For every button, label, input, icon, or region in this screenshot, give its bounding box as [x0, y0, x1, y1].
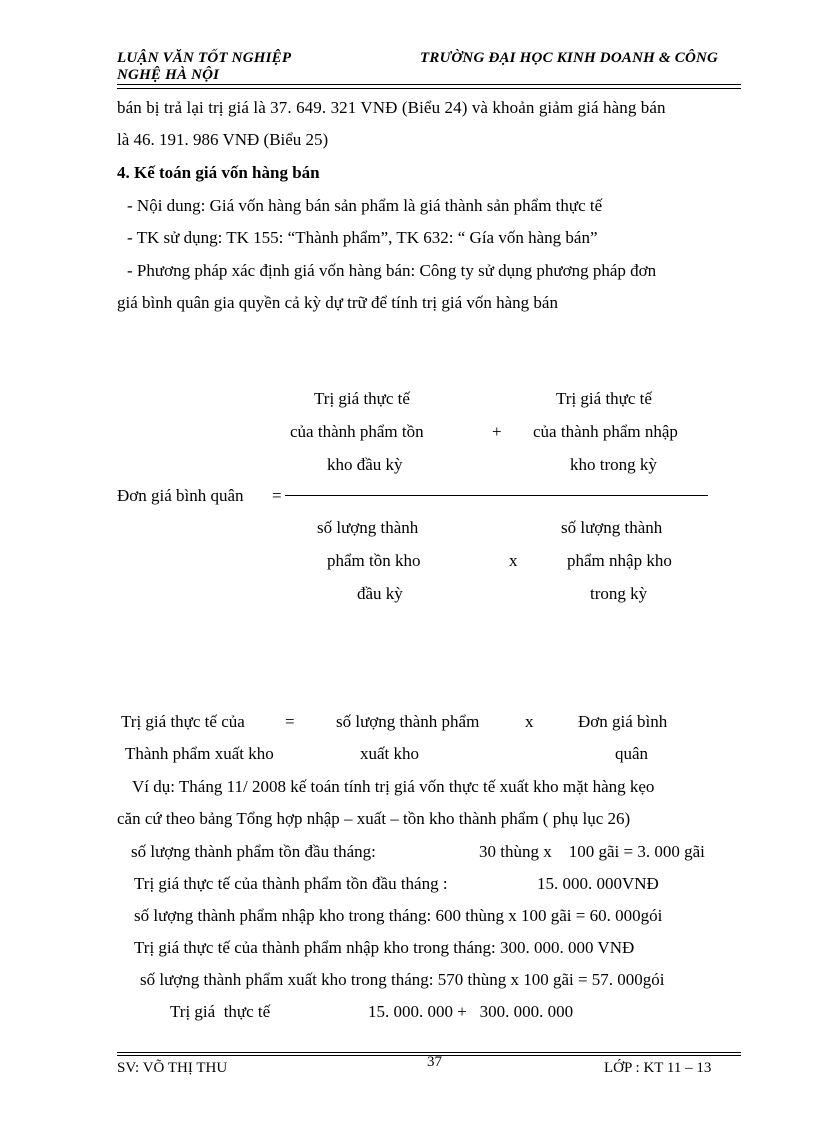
inbound-qty: số lượng thành phẩm nhập kho trong tháng: 600 thùng x 100 gãi = 60. 000gói [134, 906, 663, 925]
outbound-qty: số lượng thành phẩm xuất kho trong tháng: 570 thùng x 100 gãi = 57. 000gói [140, 970, 665, 989]
header-rule-top [117, 84, 741, 85]
formula-lhs: Đơn giá bình quân [117, 486, 244, 505]
header-left-line2: NGHỆ HÀ NỘI [117, 67, 220, 83]
plus-operator: + [492, 422, 502, 441]
fraction-bar [285, 495, 708, 496]
example-intro-line2: căn cứ theo bảng Tổng hợp nhập – xuất – tồn kho thành phẩm ( phụ lục 26) [117, 809, 631, 828]
formula2-term: Trị giá thực tế của [121, 712, 245, 731]
section-heading: 4. Kế toán giá vốn hàng bán [117, 163, 320, 182]
example-intro-line1: Ví dụ: Tháng 11/ 2008 kế toán tính trị giá vốn thực tế xuất kho mặt hàng kẹo [132, 777, 655, 796]
inbound-value: Trị giá thực tế của thành phẩm nhập kho trong tháng: 300. 000. 000 VNĐ [134, 938, 635, 957]
bullet-accounts: - TK sử dụng: TK 155: “Thành phẩm”, TK 632: “ Gía vốn hàng bán” [127, 228, 598, 247]
formula2-term: xuất kho [360, 744, 420, 763]
opening-value-label: Trị giá thực tế của thành phẩm tồn đầu tháng : [134, 874, 448, 893]
bullet-method-line1: - Phương pháp xác định giá vốn hàng bán: Công ty sử dụng phương pháp đơn [127, 261, 657, 280]
footer-class: LỚP : KT 11 – 13 [604, 1060, 712, 1076]
header-rule-bottom [117, 88, 741, 89]
bullet-content: - Nội dung: Giá vốn hàng bán sản phẩm là giá thành sản phẩm thực tế [127, 196, 603, 215]
denominator-right-line: phẩm nhập kho [567, 551, 672, 570]
formula2-term: quân [615, 744, 649, 763]
formula2-term: Thành phẩm xuất kho [125, 744, 274, 763]
header-left-line1: LUẬN VĂN TỐT NGHIỆP [117, 50, 292, 66]
calc-value: 15. 000. 000 + 300. 000. 000 [368, 1002, 574, 1021]
denominator-left-line: số lượng thành [317, 518, 419, 537]
denominator-left-line: đầu kỳ [357, 584, 403, 603]
formula2-term: Đơn giá bình [578, 712, 668, 731]
numerator-right-line: của thành phẩm nhập [533, 422, 678, 441]
formula2-term: số lượng thành phẩm [336, 712, 480, 731]
formula2-equals: = [285, 712, 295, 731]
denominator-right-line: số lượng thành [561, 518, 663, 537]
multiply-operator: x [509, 551, 518, 570]
opening-qty-label: số lượng thành phẩm tồn đầu tháng: [131, 842, 376, 861]
formula2-multiply: x [525, 712, 534, 731]
numerator-left-line: Trị giá thực tế [314, 389, 410, 408]
paragraph-line: là 46. 191. 986 VNĐ (Biểu 25) [117, 130, 329, 149]
numerator-right-line: kho trong kỳ [570, 455, 657, 474]
footer-rule-top [117, 1052, 741, 1053]
footer-student-name: SV: VÕ THỊ THU [117, 1060, 228, 1076]
equals-sign: = [272, 486, 282, 505]
opening-qty-value: 30 thùng x 100 gãi = 3. 000 gãi [479, 842, 705, 861]
header-right: TRƯỜNG ĐẠI HỌC KINH DOANH & CÔNG [420, 50, 719, 66]
numerator-left-line: kho đầu kỳ [327, 455, 403, 474]
denominator-left-line: phẩm tồn kho [327, 551, 421, 570]
opening-value-value: 15. 000. 000VNĐ [537, 874, 659, 893]
calc-label: Trị giá thực tế [170, 1002, 271, 1021]
numerator-right-line: Trị giá thực tế [556, 389, 652, 408]
bullet-method-line2: giá bình quân gia quyền cả kỳ dự trữ để tính trị giá vốn hàng bán [117, 293, 558, 312]
numerator-left-line: của thành phẩm tồn [290, 422, 424, 441]
paragraph-line: bán bị trả lại trị giá là 37. 649. 321 VNĐ (Biểu 24) và khoản giảm giá hàng bán [117, 98, 666, 117]
denominator-right-line: trong kỳ [590, 584, 648, 603]
footer-page-number: 37 [427, 1054, 442, 1070]
